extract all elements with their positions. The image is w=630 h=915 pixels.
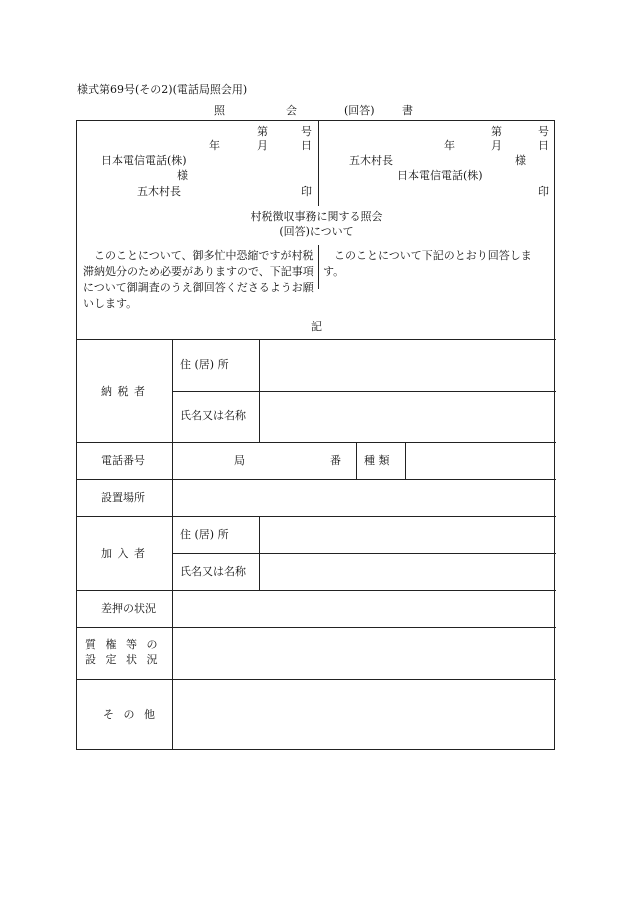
inquiry-sender: 五木村長 xyxy=(137,185,181,198)
subscriber-address-label: 住 (居) 所 xyxy=(180,528,229,541)
inquiry-no-dai: 第 xyxy=(257,125,268,138)
form-frame xyxy=(76,120,555,750)
inquiry-year: 年 xyxy=(209,139,220,152)
subject-line1: 村税徴収事務に関する照会 xyxy=(250,210,383,223)
subject-line2: (回答)について xyxy=(279,225,354,238)
title-char-4: 書 xyxy=(402,104,413,117)
inquiry-addressee: 日本電信電話(株) xyxy=(101,154,187,167)
taxpayer-name-label: 氏名又は名称 xyxy=(180,409,246,422)
taxpayer-address-label: 住 (居) 所 xyxy=(180,358,229,371)
ki-label: 記 xyxy=(311,320,322,333)
taxpayer-label: 納 税 者 xyxy=(101,385,146,398)
kyoku-label: 局 xyxy=(234,454,245,467)
location-label: 設置場所 xyxy=(101,491,145,504)
reply-no-go: 号 xyxy=(538,125,549,138)
other-field[interactable] xyxy=(173,680,555,749)
phone-number-label: 電話番号 xyxy=(101,454,145,467)
phone-type-field[interactable] xyxy=(406,443,555,479)
subscriber-name-label: 氏名又は名称 xyxy=(180,565,246,578)
pledge-label-1: 質 権 等 の xyxy=(85,638,161,651)
subscriber-address-field[interactable] xyxy=(260,517,555,553)
inquiry-body: このことについて、御多忙中恐縮ですが村税滞納処分のため必要がありますので、下記事項について御調査のうえ御回答くださるようお願いします。 xyxy=(83,249,314,310)
reply-sama: 様 xyxy=(515,154,526,167)
reply-sender: 日本電信電話(株) xyxy=(397,169,483,182)
subscriber-label: 加 入 者 xyxy=(101,547,146,560)
reply-year: 年 xyxy=(444,139,455,152)
seizure-field[interactable] xyxy=(173,591,555,627)
pledge-label-2: 設 定 状 況 xyxy=(85,653,161,666)
other-label: そ の 他 xyxy=(103,708,158,721)
reply-month: 月 xyxy=(491,139,502,152)
form-title xyxy=(76,104,556,118)
inquiry-seal: 印 xyxy=(301,185,312,198)
top-divider xyxy=(318,121,319,206)
taxpayer-address-field[interactable] xyxy=(260,340,555,391)
reply-body: このことについて下記のとおり回答します。 xyxy=(323,249,532,278)
pledge-field[interactable] xyxy=(173,628,555,679)
inquiry-day: 日 xyxy=(301,139,312,152)
title-char-3: (回答) xyxy=(344,104,375,117)
title-char-2: 会 xyxy=(286,104,297,117)
reply-day: 日 xyxy=(538,139,549,152)
inquiry-sama: 様 xyxy=(177,169,188,182)
title-char-1: 照 xyxy=(214,104,225,117)
subscriber-name-field[interactable] xyxy=(260,554,555,590)
inquiry-month: 月 xyxy=(257,139,268,152)
seizure-label: 差押の状況 xyxy=(101,602,156,615)
location-field[interactable] xyxy=(173,480,555,516)
taxpayer-name-field[interactable] xyxy=(260,392,555,442)
body-divider xyxy=(318,245,319,289)
inquiry-no-go: 号 xyxy=(301,125,312,138)
phone-col-1 xyxy=(356,442,357,479)
reply-addressee: 五木村長 xyxy=(349,154,393,167)
ban-label: 番 xyxy=(330,454,341,467)
reply-no-dai: 第 xyxy=(491,125,502,138)
shurui-label: 種 類 xyxy=(364,454,390,467)
reply-seal: 印 xyxy=(538,185,549,198)
form-number: 様式第69号(その2)(電話局照会用) xyxy=(77,83,248,96)
